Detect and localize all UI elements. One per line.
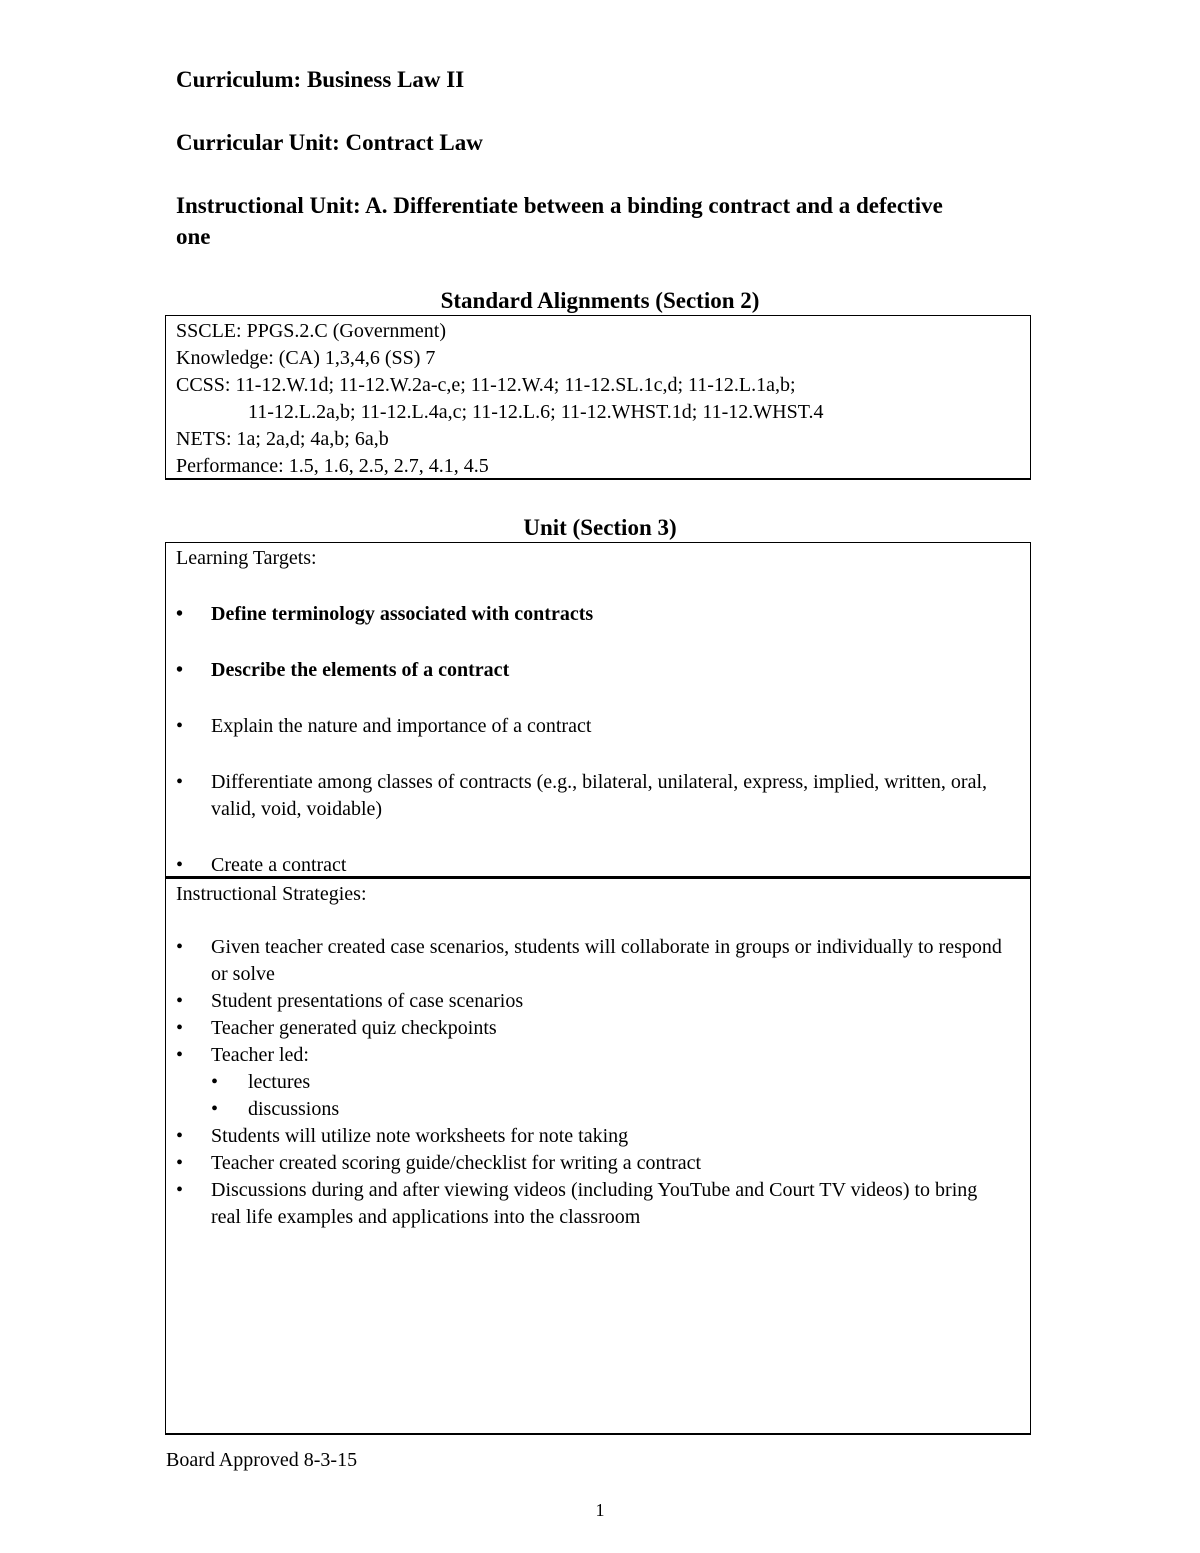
ccss-line: CCSS: 11-12.W.1d; 11-12.W.2a-c,e; 11-12.W.4; 11-12.SL.1c,d; 11-12.L.1a,b; — [176, 374, 796, 396]
list-item — [176, 852, 1011, 878]
curricular-unit-heading: Curricular Unit: Contract Law — [176, 130, 483, 155]
list-item-text: Create a contract — [211, 854, 347, 876]
list-item-text: Differentiate among classes of contracts (e.g., bilateral, unilateral, express, implied, written, oral, valid, void, voidable) — [211, 771, 988, 820]
list-item-text: Given teacher created case scenarios, students will collaborate in groups or individually to respond or solve — [211, 936, 1002, 985]
bullet-icon: • — [211, 1098, 219, 1120]
teacher-led-sublist — [211, 1069, 1011, 1123]
list-item — [176, 1042, 1011, 1123]
instructional-strategies-list — [176, 934, 1030, 1231]
bullet-icon: • — [176, 1044, 184, 1066]
bullet-icon: • — [176, 1017, 184, 1039]
nets-line: NETS: 1a; 2a,d; 4a,b; 6a,b — [176, 428, 389, 450]
bullet-icon: • — [176, 936, 184, 958]
instructional-unit-heading: Instructional Unit: A. Differentiate between a binding contract and a defective one — [176, 193, 943, 249]
sub-list-item — [211, 1096, 1031, 1123]
list-item — [176, 657, 1011, 684]
board-approved-note: Board Approved 8-3-15 — [166, 1449, 358, 1471]
learning-targets-list — [176, 601, 1030, 878]
unit-section-title: Unit (Section 3) — [523, 515, 677, 540]
list-item — [176, 934, 1011, 988]
bullet-icon: • — [176, 1179, 184, 1201]
list-item — [176, 769, 1011, 823]
instructional-strategies-label: Instructional Strategies: — [176, 883, 367, 905]
sub-list-item — [211, 1069, 1031, 1096]
list-item-text: Explain the nature and importance of a contract — [211, 715, 592, 737]
list-item — [176, 601, 1011, 628]
page-number: 1 — [595, 1500, 605, 1520]
sscle-line: SSCLE: PPGS.2.C (Government) — [176, 320, 447, 342]
knowledge-line: Knowledge: (CA) 1,3,4,6 (SS) 7 — [176, 347, 436, 369]
ccss-line-continued: 11-12.L.2a,b; 11-12.L.4a,c; 11-12.L.6; 11-12.WHST.1d; 11-12.WHST.4 — [248, 401, 824, 423]
bullet-icon: • — [176, 603, 184, 625]
curriculum-heading: Curriculum: Business Law II — [176, 67, 465, 92]
list-item — [176, 713, 1011, 740]
list-item — [176, 1177, 1011, 1231]
bullet-icon: • — [176, 990, 184, 1012]
list-item-text: Students will utilize note worksheets for note taking — [211, 1125, 629, 1147]
bullet-icon: • — [211, 1071, 219, 1093]
bullet-icon: • — [176, 715, 184, 737]
bullet-icon: • — [176, 659, 184, 681]
list-item-text: Teacher created scoring guide/checklist for writing a contract — [211, 1152, 702, 1174]
bullet-icon: • — [176, 1125, 184, 1147]
learning-targets-box — [165, 542, 1031, 878]
list-item-text: Describe the elements of a contract — [211, 659, 510, 681]
bullet-icon: • — [176, 771, 184, 793]
list-item-text: Teacher led: — [211, 1044, 309, 1066]
instructional-strategies-box — [165, 877, 1031, 1435]
list-item-text: Teacher generated quiz checkpoints — [211, 1017, 497, 1039]
list-item — [176, 1015, 1011, 1042]
list-item-text: discussions — [248, 1098, 340, 1120]
list-item-text: Student presentations of case scenarios — [211, 990, 524, 1012]
standard-alignments-title: Standard Alignments (Section 2) — [440, 288, 760, 313]
bullet-icon: • — [176, 854, 184, 876]
bullet-icon: • — [176, 1152, 184, 1174]
learning-targets-label: Learning Targets: — [176, 547, 317, 569]
list-item-text: Define terminology associated with contracts — [211, 603, 594, 625]
list-item-text: lectures — [248, 1071, 311, 1093]
list-item — [176, 1123, 1011, 1150]
list-item — [176, 988, 1011, 1015]
list-item-text: Discussions during and after viewing videos (including YouTube and Court TV videos) to bring real life examples and applications into the classroom — [211, 1179, 978, 1228]
performance-line: Performance: 1.5, 1.6, 2.5, 2.7, 4.1, 4.5 — [176, 455, 489, 477]
list-item — [176, 1150, 1011, 1177]
standard-alignments-box — [165, 315, 1031, 480]
